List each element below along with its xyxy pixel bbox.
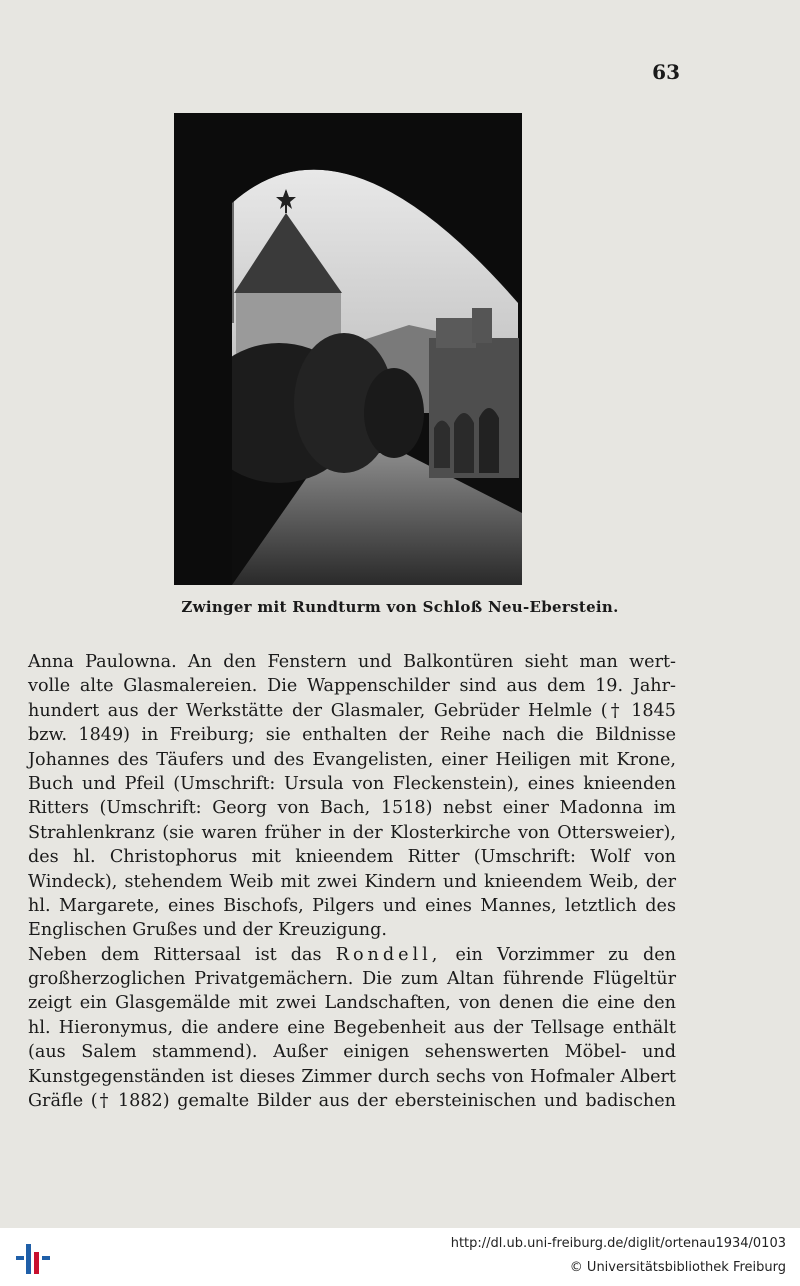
text-line: hl. Hieronymus, die andere eine Begebenheit aus der Tellsage enthält [28, 1017, 676, 1038]
text-line: Windeck), stehendem Weib mit zwei Kindern und knieendem Weib, der [28, 871, 676, 892]
text-line: des hl. Christophorus mit knieendem Ritter (Umschrift: Wolf von [28, 847, 676, 868]
text-line: Johannes des Täufers und des Evangelisten, einer Heiligen mit Krone, [28, 749, 676, 770]
text-line: Englischen Grußes und der Kreuzigung. [28, 920, 387, 941]
text-fragment: Neben dem Rittersaal ist das [28, 944, 322, 965]
text-line: Gräfle († 1882) gemalte Bilder aus der ebersteinischen und badischen [28, 1091, 676, 1112]
text-line: großherzoglichen Privatgemächern. Die zum Altan führende Flügeltür [28, 969, 676, 990]
text-fragment: ein Vorzimmer zu den [455, 944, 676, 965]
text-line: (aus Salem stammend). Außer einigen sehenswerten Möbel- und [28, 1042, 676, 1063]
text-line: Anna Paulowna. An den Fenstern und Balkontüren sieht man wert- [28, 652, 676, 672]
text-line: zeigt ein Glasgemälde mit zwei Landschaften, von denen die eine den [28, 993, 676, 1014]
text-line: hl. Margarete, eines Bischofs, Pilgers und eines Mannes, letztlich des [28, 895, 676, 916]
photo-caption: Zwinger mit Rundturm von Schloß Neu-Eberstein. [181, 598, 619, 616]
text-line: volle alte Glasmalereien. Die Wappenschilder sind aus dem 19. Jahr- [28, 676, 676, 697]
body-text [28, 650, 676, 1113]
castle-photograph-drawing [174, 113, 522, 585]
spaced-term: Rondell, [335, 944, 442, 965]
text-line: Buch und Pfeil (Umschrift: Ursula von Fleckenstein), eines knieenden [28, 773, 676, 794]
text-line: Ritters (Umschrift: Georg von Bach, 1518) nebst einer Madonna im [28, 798, 676, 819]
page-number: 63 [652, 60, 680, 84]
castle-photograph [174, 113, 522, 585]
text-line: hundert aus der Werkstätte der Glasmaler, Gebrüder Helmle († 1845 [28, 700, 676, 721]
text-line: Kunstgegenständen ist dieses Zimmer durch sechs von Hofmaler Albert [28, 1066, 676, 1087]
library-footer [0, 1228, 800, 1286]
text-line: Strahlenkranz (sie waren früher in der Klosterkirche von Ottersweier), [28, 822, 676, 843]
paragraph-first-line [28, 943, 676, 967]
copyright-notice: © Universitätsbibliothek Freiburg [569, 1260, 786, 1275]
university-library-logo-icon[interactable] [14, 1238, 54, 1278]
permalink-url[interactable]: http://dl.ub.uni-freiburg.de/diglit/ortenau1934/0103 [450, 1236, 786, 1251]
text-line: bzw. 1849) in Freiburg; sie enthalten der Reihe nach die Bildnisse [28, 725, 676, 746]
